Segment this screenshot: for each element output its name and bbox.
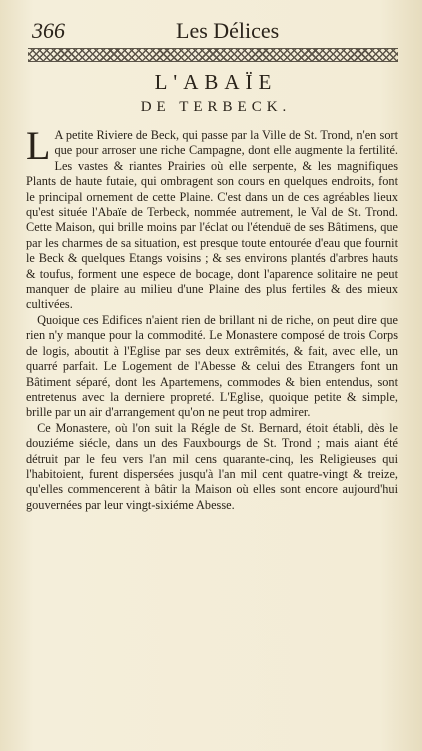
running-title: Les Délices	[176, 18, 280, 43]
page-header	[26, 14, 406, 48]
drop-cap: L	[26, 123, 51, 168]
article-title: L'ABAÏE	[154, 70, 278, 94]
paragraph-1	[26, 123, 406, 313]
paragraph-3: Ce Monastere, où l'on suit la Régle de St. Bernard, étoit établi, dès le douziéme siécle, dans un des Fauxbourgs de St. Trond ; mais aiant été détruit par le feu vers l'an mil cens quarante-cinq, les Religieuses qui l'habitoient, furent dispersées jusqu'à l'an mil cent quatre-vingt & treize, qu'elles commencerent à bâtir la Maison où elles sont encore aujourd'hui gouvernées par leur vingt-sixiéme Abesse.	[26, 420, 398, 512]
article-subtitle: DE TERBECK.	[140, 99, 292, 115]
paragraph-1-text: A petite Riviere de Beck, qui passe par la Ville de St. Trond, n'en sort que pour arroser une riche Campagne, dont elle augmente la fertilité. Les vastes & riantes Prairies où elle serpente, & les magnifiques Plants de haute futaie, qui ombragent son cours en quelques endroits, font le principal ornement de cette Plaine. C'est dans un de ces agréables lieux qu'est située l'Abaïe de Terbeck, nommée autrement, le Val de St. Trond. Cette Maison, qui brille moins par l'éclat ou l'étenduë de ses Bâtimens, que par les charmes de sa situation, est presque toute entourée d'eau que fournit le Beck & quelques Etangs voisins ; & ses environs plantés d'arbres hauts & toufus, forment une espece de bocage, dont l'aparence solitaire ne peut manquer de plaire au milieu d'une Plaine des plus fertiles & des mieux cultivées.	[26, 128, 398, 312]
page-number: 366	[32, 18, 65, 43]
decorative-band	[28, 48, 398, 62]
paragraph-2: Quoique ces Edifices n'aient rien de brillant ni de riche, on peut dire que rien n'y manque pour la commodité. Le Monastere composé de trois Corps de logis, aboutit à l'Eglise par ses deux extrêmités, & fait, avec elle, un quarré parfait. Le Logement de l'Abesse & celui des Etrangers font un Bâtiment séparé, dont les Apartemens, commodes & bien entendus, sont entretenus avec la derniere propreté. L'Eglise, quoique petite & simple, brille par un air d'arrangement qu'on ne peut trop admirer.	[26, 312, 398, 420]
